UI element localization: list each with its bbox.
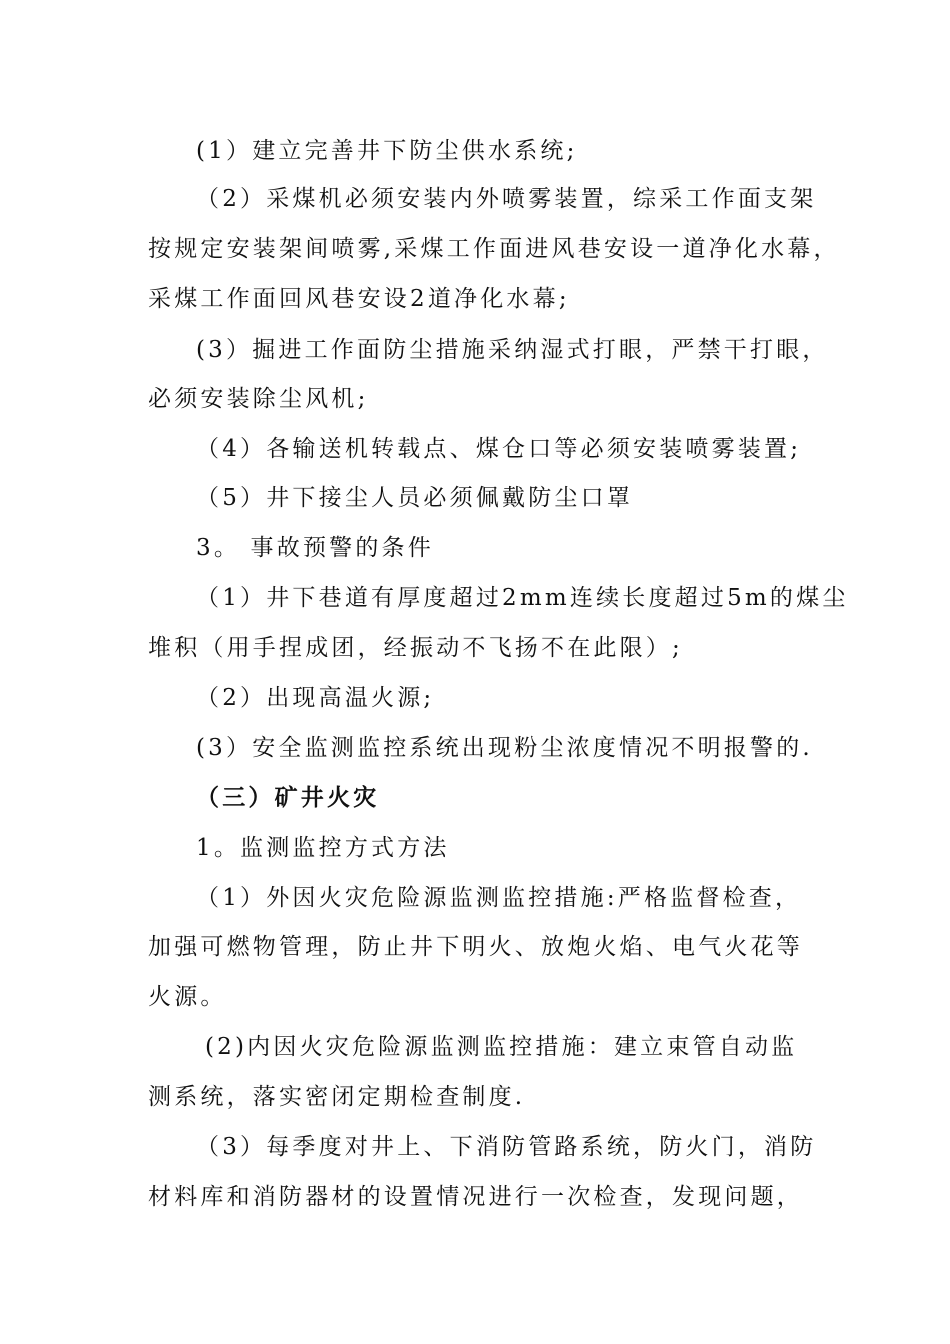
paragraph-line: 按规定安装架间喷雾,采煤工作面进风巷安设一道净化水幕， xyxy=(148,236,840,262)
paragraph-line: （3）每季度对井上、下消防管路系统，防火门，消防 xyxy=(196,1134,817,1160)
paragraph-line: (1）建立完善井下防尘供水系统; xyxy=(196,138,578,164)
paragraph-line: (2)内因火灾危险源监测监控措施：建立束管自动监 xyxy=(205,1034,798,1060)
paragraph-line: （2）出现高温火源; xyxy=(196,685,435,711)
paragraph-line: (3）安全监测监控系统出现粉尘浓度情况不明报警的. xyxy=(196,735,813,761)
paragraph-line: (3）掘进工作面防尘措施采纳湿式打眼，严禁干打眼， xyxy=(196,337,829,363)
paragraph-line: （1）井下巷道有厚度超过2mm连续长度超过5m的煤尘 xyxy=(196,585,849,611)
paragraph-line: 必须安装除尘风机; xyxy=(148,386,369,412)
paragraph-line: 火源。 xyxy=(148,984,227,1010)
paragraph-line: （1）外因火灾危险源监测监控措施:严格监督检查， xyxy=(196,885,802,911)
paragraph-line: 测系统，落实密闭定期检查制度. xyxy=(148,1084,526,1110)
paragraph-line: 采煤工作面回风巷安设2道净化水幕; xyxy=(148,286,570,312)
paragraph-line: （4）各输送机转载点、煤仓口等必须安装喷雾装置; xyxy=(196,436,802,462)
chapter-heading: （三）矿井火灾 xyxy=(196,785,380,811)
section-heading: 3。 事故预警的条件 xyxy=(196,535,434,561)
section-heading: 1。监测监控方式方法 xyxy=(196,835,450,861)
paragraph-line: （2）采煤机必须安装内外喷雾装置，综采工作面支架 xyxy=(196,186,817,212)
paragraph-line: （5）井下接尘人员必须佩戴防尘口罩 xyxy=(196,485,634,511)
paragraph-line: 材料库和消防器材的设置情况进行一次检查，发现问题， xyxy=(148,1184,803,1210)
paragraph-line: 堆积（用手捏成团，经振动不飞扬不在此限）; xyxy=(148,635,683,661)
paragraph-line: 加强可燃物管理，防止井下明火、放炮火焰、电气火花等 xyxy=(148,934,803,960)
